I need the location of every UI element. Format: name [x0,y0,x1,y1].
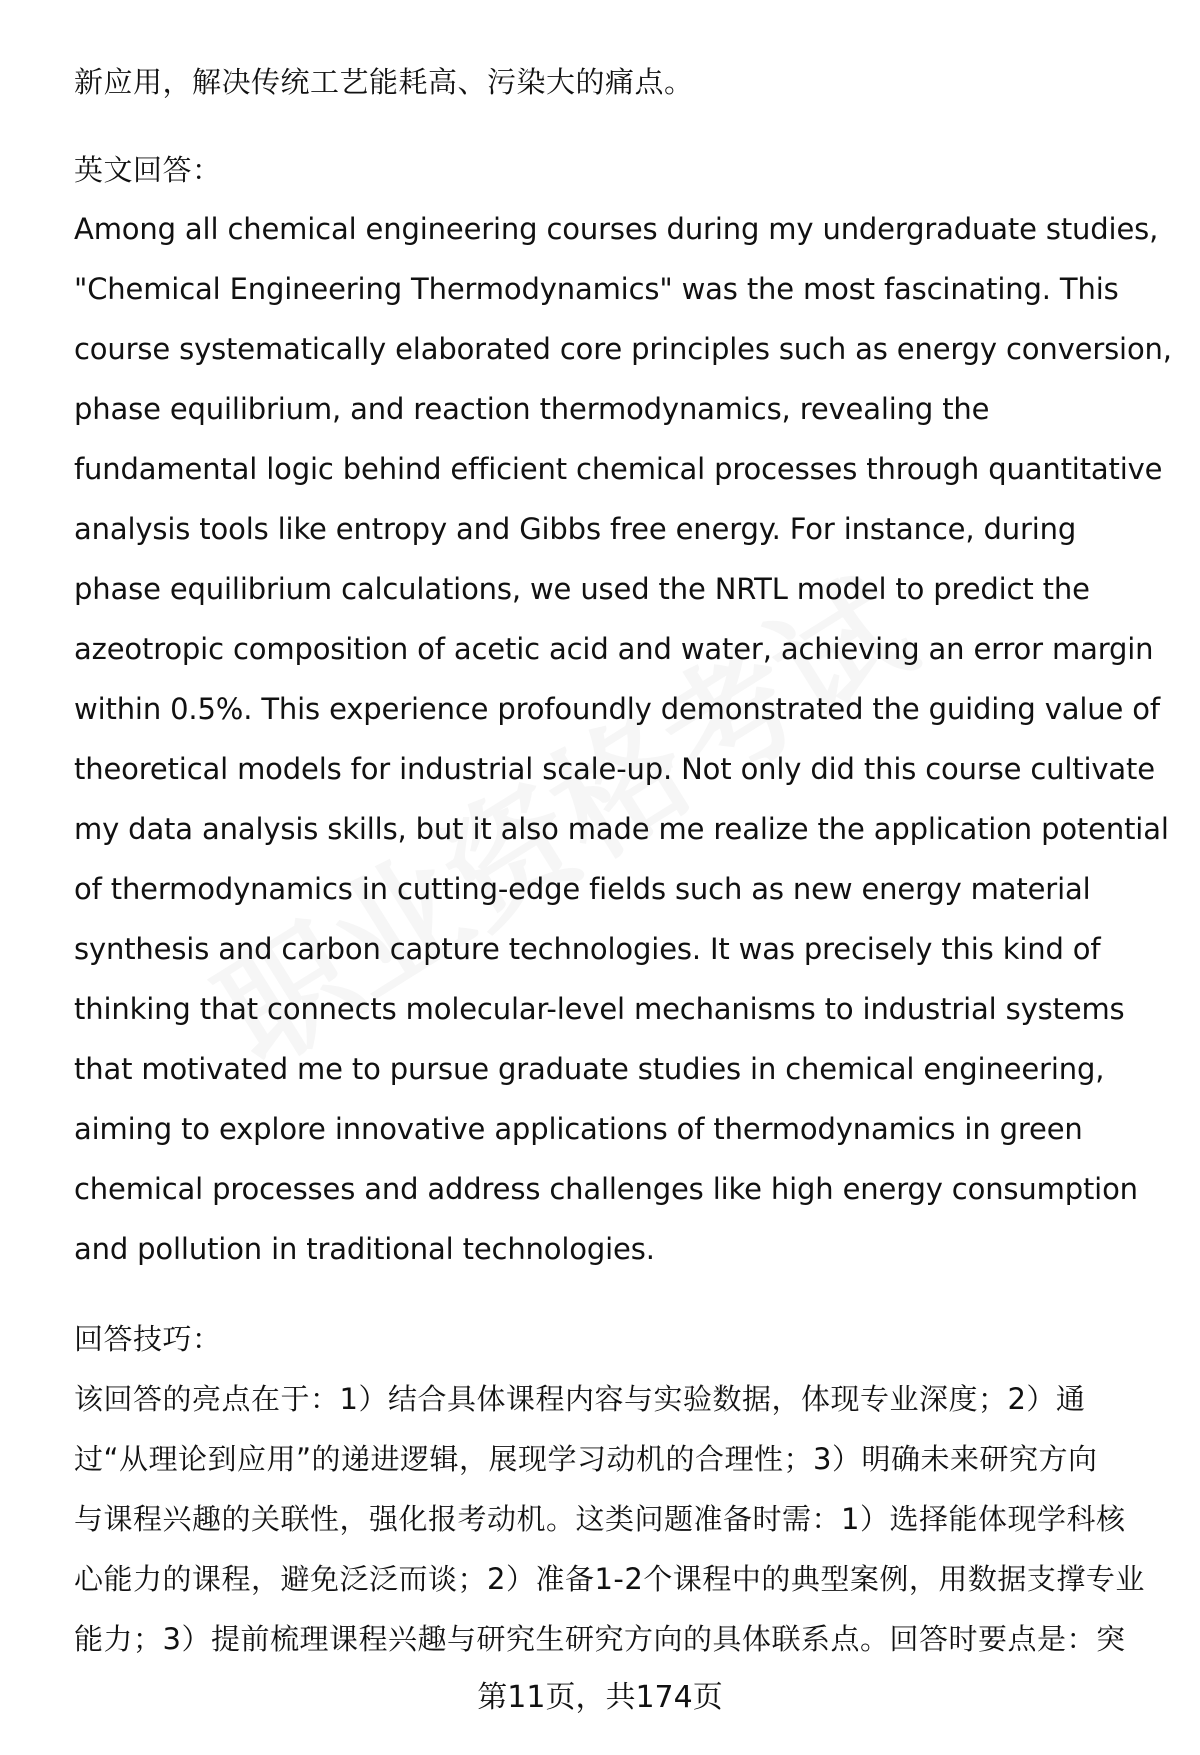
page-number-footer: 第11页，共174页 [477,1680,723,1715]
text-line: azeotropic composition of acetic acid and water, achieving an error margin [74,632,1154,666]
intro-line: 新应用，解决传统工艺能耗高、污染大的痛点。 [74,65,694,99]
text-line: of thermodynamics in cutting-edge fields such as new energy material [74,872,1091,906]
text-line: within 0.5%. This experience profoundly demonstrated the guiding value of [74,692,1160,726]
english-heading-text: 英文回答： [74,153,222,187]
text-line: my data analysis skills, but it also made me realize the application potential [74,812,1169,846]
tips-paragraph [74,1369,1145,1669]
text-line: "Chemical Engineering Thermodynamics" was the most fascinating. This [74,272,1119,306]
text-line: phase equilibrium calculations, we used the NRTL model to predict the [74,572,1090,606]
text-line: and pollution in traditional technologies. [74,1232,655,1266]
english-answer-paragraph [74,199,1172,1279]
tips-heading-text: 回答技巧： [74,1322,222,1356]
text-line: chemical processes and address challenges like high energy consumption [74,1172,1138,1206]
text-line: synthesis and carbon capture technologies. It was precisely this kind of [74,932,1101,966]
text-line: Among all chemical engineering courses during my undergraduate studies, [74,212,1159,246]
text-line: theoretical models for industrial scale-up. Not only did this course cultivate [74,752,1155,786]
text-line: aiming to explore innovative applications of thermodynamics in green [74,1112,1083,1146]
text-line: course systematically elaborated core principles such as energy conversion, [74,332,1172,366]
english-answer-heading [74,140,222,200]
text-line: 心能力的课程，避免泛泛而谈；2）准备1-2个课程中的典型案例，用数据支撑专业 [74,1562,1145,1596]
text-line: fundamental logic behind efficient chemical processes through quantitative [74,452,1163,486]
text-line: that motivated me to pursue graduate studies in chemical engineering, [74,1052,1105,1086]
text-line: 该回答的亮点在于：1）结合具体课程内容与实验数据，体现专业深度；2）通 [74,1382,1086,1416]
text-line: thinking that connects molecular-level mechanisms to industrial systems [74,992,1125,1026]
text-line: 与课程兴趣的关联性，强化报考动机。这类问题准备时需：1）选择能体现学科核 [74,1502,1126,1536]
text-line: phase equilibrium, and reaction thermodynamics, revealing the [74,392,990,426]
text-line: analysis tools like entropy and Gibbs free energy. For instance, during [74,512,1077,546]
text-line: 过“从理论到应用”的递进逻辑，展现学习动机的合理性；3）明确未来研究方向 [74,1442,1098,1476]
tips-heading [74,1309,222,1369]
text-line: 能力；3）提前梳理课程兴趣与研究生研究方向的具体联系点。回答时要点是：突 [74,1622,1126,1656]
intro-paragraph [74,52,694,112]
